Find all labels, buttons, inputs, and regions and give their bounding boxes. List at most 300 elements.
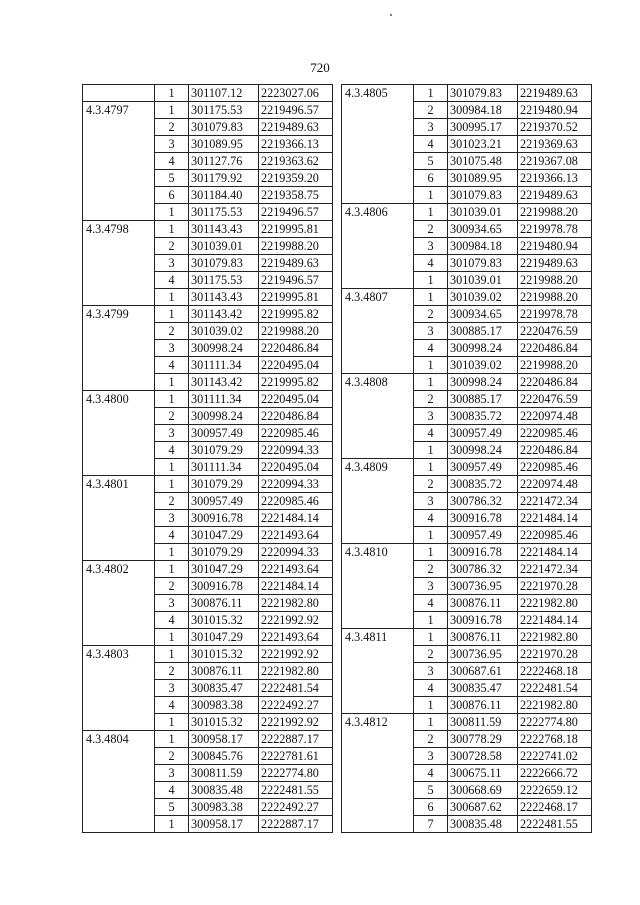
x-coordinate-cell: 301175.53 [189, 204, 259, 221]
table-row [342, 119, 592, 136]
x-coordinate-cell: 300916.78 [448, 544, 518, 561]
x-coordinate-cell: 300998.24 [189, 408, 259, 425]
point-number-cell: 4 [155, 527, 189, 544]
x-coordinate-cell: 300957.49 [189, 493, 259, 510]
x-coordinate-cell: 301047.29 [189, 629, 259, 646]
y-coordinate-cell: 2222781.61 [259, 748, 333, 765]
point-number-cell: 1 [155, 816, 189, 833]
table-row [83, 459, 333, 476]
y-coordinate-cell: 2220476.59 [518, 391, 592, 408]
point-number-cell: 1 [414, 612, 448, 629]
plot-id-cell: 4.3.4812 [342, 714, 414, 731]
table-row [83, 85, 333, 102]
x-coordinate-cell: 301079.83 [189, 255, 259, 272]
y-coordinate-cell: 2220486.84 [518, 374, 592, 391]
x-coordinate-cell: 301015.32 [189, 612, 259, 629]
y-coordinate-cell: 2220985.46 [259, 493, 333, 510]
y-coordinate-cell: 2219370.52 [518, 119, 592, 136]
plot-id-cell [83, 357, 155, 374]
plot-id-cell [83, 697, 155, 714]
y-coordinate-cell: 2222768.18 [518, 731, 592, 748]
y-coordinate-cell: 2222492.27 [259, 799, 333, 816]
y-coordinate-cell: 2221982.80 [518, 595, 592, 612]
plot-id-cell: 4.3.4799 [83, 306, 155, 323]
y-coordinate-cell: 2220985.46 [259, 425, 333, 442]
point-number-cell: 2 [155, 493, 189, 510]
table-row [342, 782, 592, 799]
point-number-cell: 4 [155, 782, 189, 799]
y-coordinate-cell: 2223027.06 [259, 85, 333, 102]
table-row [342, 408, 592, 425]
point-number-cell: 4 [414, 136, 448, 153]
table-row [342, 731, 592, 748]
table-row [342, 391, 592, 408]
point-number-cell: 3 [155, 136, 189, 153]
plot-id-cell [342, 799, 414, 816]
table-row [342, 816, 592, 833]
x-coordinate-cell: 300687.62 [448, 799, 518, 816]
y-coordinate-cell: 2221982.80 [259, 663, 333, 680]
plot-id-cell [83, 204, 155, 221]
table-row [83, 153, 333, 170]
table-row [83, 238, 333, 255]
plot-id-cell [342, 425, 414, 442]
x-coordinate-cell: 301089.95 [189, 136, 259, 153]
y-coordinate-cell: 2220985.46 [518, 527, 592, 544]
x-coordinate-cell: 300885.17 [448, 323, 518, 340]
page-number: 720 [310, 60, 330, 75]
x-coordinate-cell: 300998.24 [448, 442, 518, 459]
point-number-cell: 1 [414, 459, 448, 476]
x-coordinate-cell: 300835.47 [189, 680, 259, 697]
table-row [342, 306, 592, 323]
table-row [83, 272, 333, 289]
x-coordinate-cell: 300957.49 [448, 425, 518, 442]
point-number-cell: 2 [414, 102, 448, 119]
point-number-cell: 1 [414, 714, 448, 731]
y-coordinate-cell: 2221484.14 [518, 612, 592, 629]
y-coordinate-cell: 2222659.12 [518, 782, 592, 799]
x-coordinate-cell: 300736.95 [448, 646, 518, 663]
plot-id-cell: 4.3.4806 [342, 204, 414, 221]
y-coordinate-cell: 2222774.80 [259, 765, 333, 782]
plot-id-cell [83, 425, 155, 442]
table-row [342, 85, 592, 102]
plot-id-cell [83, 374, 155, 391]
x-coordinate-cell: 301015.32 [189, 646, 259, 663]
table-row [83, 442, 333, 459]
x-coordinate-cell: 301079.29 [189, 442, 259, 459]
y-coordinate-cell: 2219369.63 [518, 136, 592, 153]
plot-id-cell [83, 119, 155, 136]
plot-id-cell [342, 748, 414, 765]
plot-id-cell [83, 408, 155, 425]
y-coordinate-cell: 2219359.20 [259, 170, 333, 187]
x-coordinate-cell: 301127.76 [189, 153, 259, 170]
y-coordinate-cell: 2221493.64 [259, 629, 333, 646]
y-coordinate-cell: 2221472.34 [518, 561, 592, 578]
y-coordinate-cell: 2219480.94 [518, 102, 592, 119]
plot-id-cell: 4.3.4798 [83, 221, 155, 238]
plot-id-cell [342, 442, 414, 459]
y-coordinate-cell: 2222468.17 [518, 799, 592, 816]
y-coordinate-cell: 2220476.59 [518, 323, 592, 340]
y-coordinate-cell: 2221982.80 [518, 629, 592, 646]
y-coordinate-cell: 2220495.04 [259, 459, 333, 476]
coordinates-table-right [341, 84, 592, 833]
table-row [83, 527, 333, 544]
plot-id-cell [342, 493, 414, 510]
y-coordinate-cell: 2221472.34 [518, 493, 592, 510]
y-coordinate-cell: 2219988.20 [518, 289, 592, 306]
point-number-cell: 3 [414, 748, 448, 765]
table-row [83, 357, 333, 374]
plot-id-cell [83, 493, 155, 510]
plot-id-cell: 4.3.4807 [342, 289, 414, 306]
x-coordinate-cell: 301089.95 [448, 170, 518, 187]
table-row [342, 799, 592, 816]
table-row [83, 629, 333, 646]
y-coordinate-cell: 2222741.02 [518, 748, 592, 765]
table-row [342, 612, 592, 629]
y-coordinate-cell: 2222774.80 [518, 714, 592, 731]
point-number-cell: 1 [155, 289, 189, 306]
x-coordinate-cell: 300957.49 [189, 425, 259, 442]
plot-id-cell [83, 612, 155, 629]
point-number-cell: 1 [414, 204, 448, 221]
y-coordinate-cell: 2219988.20 [259, 323, 333, 340]
table-row [83, 170, 333, 187]
point-number-cell: 1 [155, 374, 189, 391]
table-row [83, 782, 333, 799]
table-row [83, 204, 333, 221]
y-coordinate-cell: 2219489.63 [518, 85, 592, 102]
plot-id-cell [342, 306, 414, 323]
point-number-cell: 1 [155, 714, 189, 731]
table-row [83, 646, 333, 663]
x-coordinate-cell: 300835.48 [448, 816, 518, 833]
y-coordinate-cell: 2219366.13 [518, 170, 592, 187]
point-number-cell: 1 [155, 102, 189, 119]
plot-id-cell [83, 680, 155, 697]
y-coordinate-cell: 2219995.82 [259, 374, 333, 391]
y-coordinate-cell: 2221970.28 [518, 578, 592, 595]
table-row [342, 493, 592, 510]
point-number-cell: 1 [414, 357, 448, 374]
table-row [342, 425, 592, 442]
y-coordinate-cell: 2222468.18 [518, 663, 592, 680]
x-coordinate-cell: 301015.32 [189, 714, 259, 731]
y-coordinate-cell: 2221493.64 [259, 527, 333, 544]
point-number-cell: 1 [155, 204, 189, 221]
table-row [342, 340, 592, 357]
plot-id-cell [342, 187, 414, 204]
plot-id-cell [342, 272, 414, 289]
plot-id-cell [83, 527, 155, 544]
x-coordinate-cell: 301039.01 [448, 272, 518, 289]
point-number-cell: 3 [414, 119, 448, 136]
table-row [342, 374, 592, 391]
plot-id-cell: 4.3.4797 [83, 102, 155, 119]
table-row [342, 544, 592, 561]
point-number-cell: 1 [155, 646, 189, 663]
y-coordinate-cell: 2219995.81 [259, 221, 333, 238]
table-row [342, 578, 592, 595]
plot-id-cell [342, 221, 414, 238]
point-number-cell: 3 [155, 595, 189, 612]
plot-id-cell [83, 255, 155, 272]
plot-id-cell [83, 748, 155, 765]
plot-id-cell [83, 170, 155, 187]
point-number-cell: 1 [155, 306, 189, 323]
point-number-cell: 4 [155, 357, 189, 374]
y-coordinate-cell: 2220486.84 [518, 442, 592, 459]
y-coordinate-cell: 2220974.48 [518, 408, 592, 425]
y-coordinate-cell: 2222887.17 [259, 731, 333, 748]
table-row [342, 136, 592, 153]
point-number-cell: 1 [155, 459, 189, 476]
table-row [83, 765, 333, 782]
point-number-cell: 4 [414, 595, 448, 612]
scan-speck [390, 14, 392, 16]
plot-id-cell [342, 561, 414, 578]
y-coordinate-cell: 2222481.55 [259, 782, 333, 799]
table-row [342, 459, 592, 476]
plot-id-cell [83, 340, 155, 357]
y-coordinate-cell: 2220486.84 [259, 408, 333, 425]
point-number-cell: 2 [414, 391, 448, 408]
table-row [83, 816, 333, 833]
y-coordinate-cell: 2222481.54 [259, 680, 333, 697]
point-number-cell: 1 [414, 544, 448, 561]
plot-id-cell [83, 187, 155, 204]
point-number-cell: 3 [155, 680, 189, 697]
plot-id-cell: 4.3.4802 [83, 561, 155, 578]
x-coordinate-cell: 301143.43 [189, 221, 259, 238]
y-coordinate-cell: 2222492.27 [259, 697, 333, 714]
y-coordinate-cell: 2220985.46 [518, 425, 592, 442]
x-coordinate-cell: 300835.48 [189, 782, 259, 799]
y-coordinate-cell: 2219489.63 [259, 255, 333, 272]
table-row [342, 595, 592, 612]
plot-id-cell [83, 595, 155, 612]
point-number-cell: 1 [155, 391, 189, 408]
x-coordinate-cell: 301107.12 [189, 85, 259, 102]
x-coordinate-cell: 301175.53 [189, 102, 259, 119]
y-coordinate-cell: 2220985.46 [518, 459, 592, 476]
point-number-cell: 2 [414, 221, 448, 238]
y-coordinate-cell: 2219995.81 [259, 289, 333, 306]
table-row [83, 493, 333, 510]
point-number-cell: 1 [414, 272, 448, 289]
x-coordinate-cell: 301023.21 [448, 136, 518, 153]
x-coordinate-cell: 300835.72 [448, 476, 518, 493]
point-number-cell: 3 [414, 493, 448, 510]
x-coordinate-cell: 300835.47 [448, 680, 518, 697]
y-coordinate-cell: 2219496.57 [259, 102, 333, 119]
x-coordinate-cell: 300983.38 [189, 697, 259, 714]
x-coordinate-cell: 301079.83 [448, 255, 518, 272]
plot-id-cell [342, 153, 414, 170]
table-row [83, 408, 333, 425]
table-row [83, 374, 333, 391]
x-coordinate-cell: 300675.11 [448, 765, 518, 782]
point-number-cell: 4 [155, 153, 189, 170]
point-number-cell: 3 [155, 255, 189, 272]
point-number-cell: 1 [155, 629, 189, 646]
point-number-cell: 2 [155, 663, 189, 680]
point-number-cell: 1 [414, 374, 448, 391]
point-number-cell: 3 [155, 510, 189, 527]
plot-id-cell [342, 646, 414, 663]
plot-id-cell [83, 323, 155, 340]
table-row [342, 102, 592, 119]
plot-id-cell: 4.3.4810 [342, 544, 414, 561]
y-coordinate-cell: 2219988.20 [259, 238, 333, 255]
x-coordinate-cell: 300778.29 [448, 731, 518, 748]
x-coordinate-cell: 300958.17 [189, 731, 259, 748]
y-coordinate-cell: 2219496.57 [259, 272, 333, 289]
plot-id-cell [342, 697, 414, 714]
table-row [83, 544, 333, 561]
point-number-cell: 2 [414, 476, 448, 493]
point-number-cell: 3 [414, 663, 448, 680]
x-coordinate-cell: 301111.34 [189, 459, 259, 476]
x-coordinate-cell: 301079.83 [448, 85, 518, 102]
point-number-cell: 4 [155, 612, 189, 629]
table-row [342, 561, 592, 578]
x-coordinate-cell: 300957.49 [448, 527, 518, 544]
point-number-cell: 4 [414, 510, 448, 527]
point-number-cell: 4 [414, 680, 448, 697]
x-coordinate-cell: 300983.38 [189, 799, 259, 816]
y-coordinate-cell: 2220495.04 [259, 391, 333, 408]
plot-id-cell [342, 595, 414, 612]
y-coordinate-cell: 2219489.63 [259, 119, 333, 136]
point-number-cell: 4 [414, 340, 448, 357]
plot-id-cell: 4.3.4804 [83, 731, 155, 748]
point-number-cell: 4 [155, 442, 189, 459]
plot-id-cell [342, 782, 414, 799]
plot-id-cell [83, 272, 155, 289]
y-coordinate-cell: 2221982.80 [259, 595, 333, 612]
x-coordinate-cell: 300957.49 [448, 459, 518, 476]
y-coordinate-cell: 2219978.78 [518, 221, 592, 238]
plot-id-cell [342, 119, 414, 136]
y-coordinate-cell: 2221484.14 [518, 510, 592, 527]
y-coordinate-cell: 2221493.64 [259, 561, 333, 578]
plot-id-cell [83, 816, 155, 833]
table-row [83, 578, 333, 595]
table-row [83, 136, 333, 153]
y-coordinate-cell: 2221484.14 [259, 578, 333, 595]
x-coordinate-cell: 300995.17 [448, 119, 518, 136]
y-coordinate-cell: 2219496.57 [259, 204, 333, 221]
y-coordinate-cell: 2221484.14 [259, 510, 333, 527]
table-row [83, 697, 333, 714]
y-coordinate-cell: 2221970.28 [518, 646, 592, 663]
x-coordinate-cell: 301179.92 [189, 170, 259, 187]
point-number-cell: 4 [155, 697, 189, 714]
point-number-cell: 2 [155, 238, 189, 255]
table-row [83, 102, 333, 119]
point-number-cell: 5 [155, 799, 189, 816]
table-row [83, 323, 333, 340]
table-row [83, 255, 333, 272]
plot-id-cell [342, 816, 414, 833]
plot-id-cell [83, 714, 155, 731]
y-coordinate-cell: 2219367.08 [518, 153, 592, 170]
plot-id-cell [342, 731, 414, 748]
point-number-cell: 2 [414, 646, 448, 663]
table-row [342, 476, 592, 493]
x-coordinate-cell: 300984.18 [448, 102, 518, 119]
x-coordinate-cell: 301075.48 [448, 153, 518, 170]
point-number-cell: 3 [414, 408, 448, 425]
x-coordinate-cell: 300998.24 [189, 340, 259, 357]
x-coordinate-cell: 301143.42 [189, 374, 259, 391]
plot-id-cell [342, 578, 414, 595]
y-coordinate-cell: 2222481.54 [518, 680, 592, 697]
x-coordinate-cell: 300998.24 [448, 374, 518, 391]
y-coordinate-cell: 2221992.92 [259, 714, 333, 731]
table-row [342, 153, 592, 170]
coordinates-table-left [82, 84, 333, 833]
x-coordinate-cell: 300876.11 [448, 697, 518, 714]
plot-id-cell [342, 680, 414, 697]
point-number-cell: 2 [414, 731, 448, 748]
plot-id-cell: 4.3.4803 [83, 646, 155, 663]
y-coordinate-cell: 2219363.62 [259, 153, 333, 170]
point-number-cell: 1 [155, 561, 189, 578]
y-coordinate-cell: 2221484.14 [518, 544, 592, 561]
table-row [342, 442, 592, 459]
plot-id-cell: 4.3.4801 [83, 476, 155, 493]
x-coordinate-cell: 300811.59 [189, 765, 259, 782]
point-number-cell: 3 [414, 238, 448, 255]
plot-id-cell: 4.3.4808 [342, 374, 414, 391]
table-row [342, 646, 592, 663]
table-row [342, 187, 592, 204]
table-row [342, 765, 592, 782]
plot-id-cell [83, 289, 155, 306]
y-coordinate-cell: 2219995.82 [259, 306, 333, 323]
point-number-cell: 6 [414, 170, 448, 187]
point-number-cell: 2 [155, 119, 189, 136]
y-coordinate-cell: 2219480.94 [518, 238, 592, 255]
x-coordinate-cell: 301039.01 [189, 238, 259, 255]
y-coordinate-cell: 2220994.33 [259, 442, 333, 459]
x-coordinate-cell: 300736.95 [448, 578, 518, 595]
point-number-cell: 1 [414, 629, 448, 646]
x-coordinate-cell: 300687.61 [448, 663, 518, 680]
x-coordinate-cell: 301047.29 [189, 527, 259, 544]
table-row [342, 697, 592, 714]
table-row [342, 510, 592, 527]
plot-id-cell [342, 340, 414, 357]
x-coordinate-cell: 300916.78 [448, 510, 518, 527]
x-coordinate-cell: 300876.11 [189, 663, 259, 680]
point-number-cell: 5 [414, 782, 448, 799]
table-row [342, 170, 592, 187]
point-number-cell: 2 [155, 748, 189, 765]
x-coordinate-cell: 301079.83 [189, 119, 259, 136]
x-coordinate-cell: 301079.29 [189, 476, 259, 493]
x-coordinate-cell: 300786.32 [448, 561, 518, 578]
y-coordinate-cell: 2220495.04 [259, 357, 333, 374]
y-coordinate-cell: 2219988.20 [518, 357, 592, 374]
y-coordinate-cell: 2219489.63 [518, 255, 592, 272]
